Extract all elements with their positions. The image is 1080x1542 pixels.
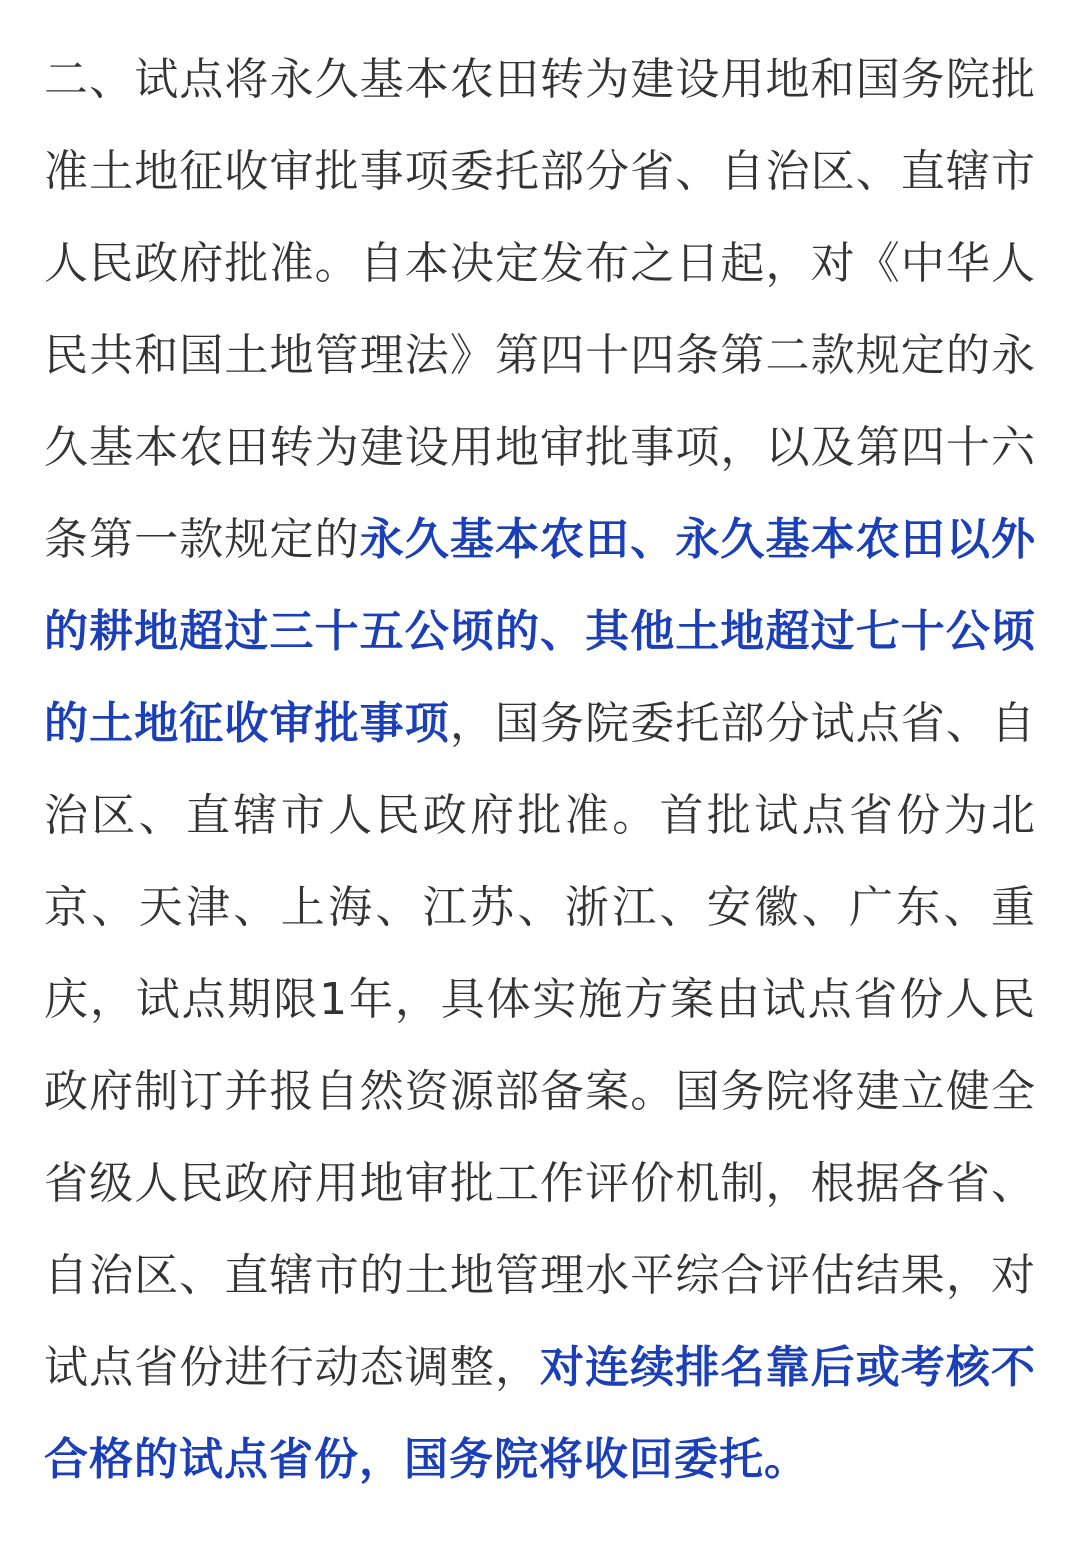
text-line [44,594,1036,686]
text-segment: 政府制订并报自然资源部备案。国务院将建立健全 [44,1066,1036,1117]
text-line [44,226,1036,318]
text-segment: 人民政府批准。自本决定发布之日起，对《中华人 [44,238,1036,289]
text-segment: 久基本农田转为建设用地审批事项，以及第四十六 [44,422,1036,473]
highlighted-text: 的耕地超过三十五公顷的、其他土地超过七十公顷 [44,606,1036,657]
text-line [44,1330,1036,1422]
text-line [44,410,1036,502]
text-line [44,962,1036,1054]
text-line [44,1422,1036,1514]
text-line [44,42,1036,134]
text-line [44,1146,1036,1238]
text-line [44,778,1036,870]
text-segment: 治区、直辖市人民政府批准。首批试点省份为北 [44,790,1036,841]
highlighted-text: 合格的试点省份，国务院将收回委托。 [44,1434,809,1485]
text-segment: 省级人民政府用地审批工作评价机制，根据各省、 [44,1158,1036,1209]
highlighted-text: 对连续排名靠后或考核不 [540,1342,1036,1393]
text-segment: 条第一款规定的 [44,514,360,565]
highlighted-text: 的土地征收审批事项 [44,698,450,749]
text-segment: 庆，试点期限1年，具体实施方案由试点省份人民 [44,974,1036,1025]
text-line [44,686,1036,778]
text-line [44,870,1036,962]
text-segment: 二、试点将永久基本农田转为建设用地和国务院批 [44,54,1036,105]
text-segment: 准土地征收审批事项委托部分省、自治区、直辖市 [44,146,1036,197]
text-segment: 民共和国土地管理法》第四十四条第二款规定的永 [44,330,1036,381]
article-body [44,42,1036,1514]
text-line [44,1054,1036,1146]
text-segment: 试点省份进行动态调整， [44,1342,541,1393]
text-line [44,134,1036,226]
text-line [44,1238,1036,1330]
text-segment: 京、天津、上海、江苏、浙江、安徽、广东、重 [44,882,1036,933]
text-segment: 自治区、直辖市的土地管理水平综合评估结果，对 [44,1250,1036,1301]
text-line [44,502,1036,594]
text-line [44,318,1036,410]
text-segment: ，国务院委托部分试点省、自 [449,698,1037,749]
highlighted-text: 永久基本农田、永久基本农田以外 [359,514,1037,565]
